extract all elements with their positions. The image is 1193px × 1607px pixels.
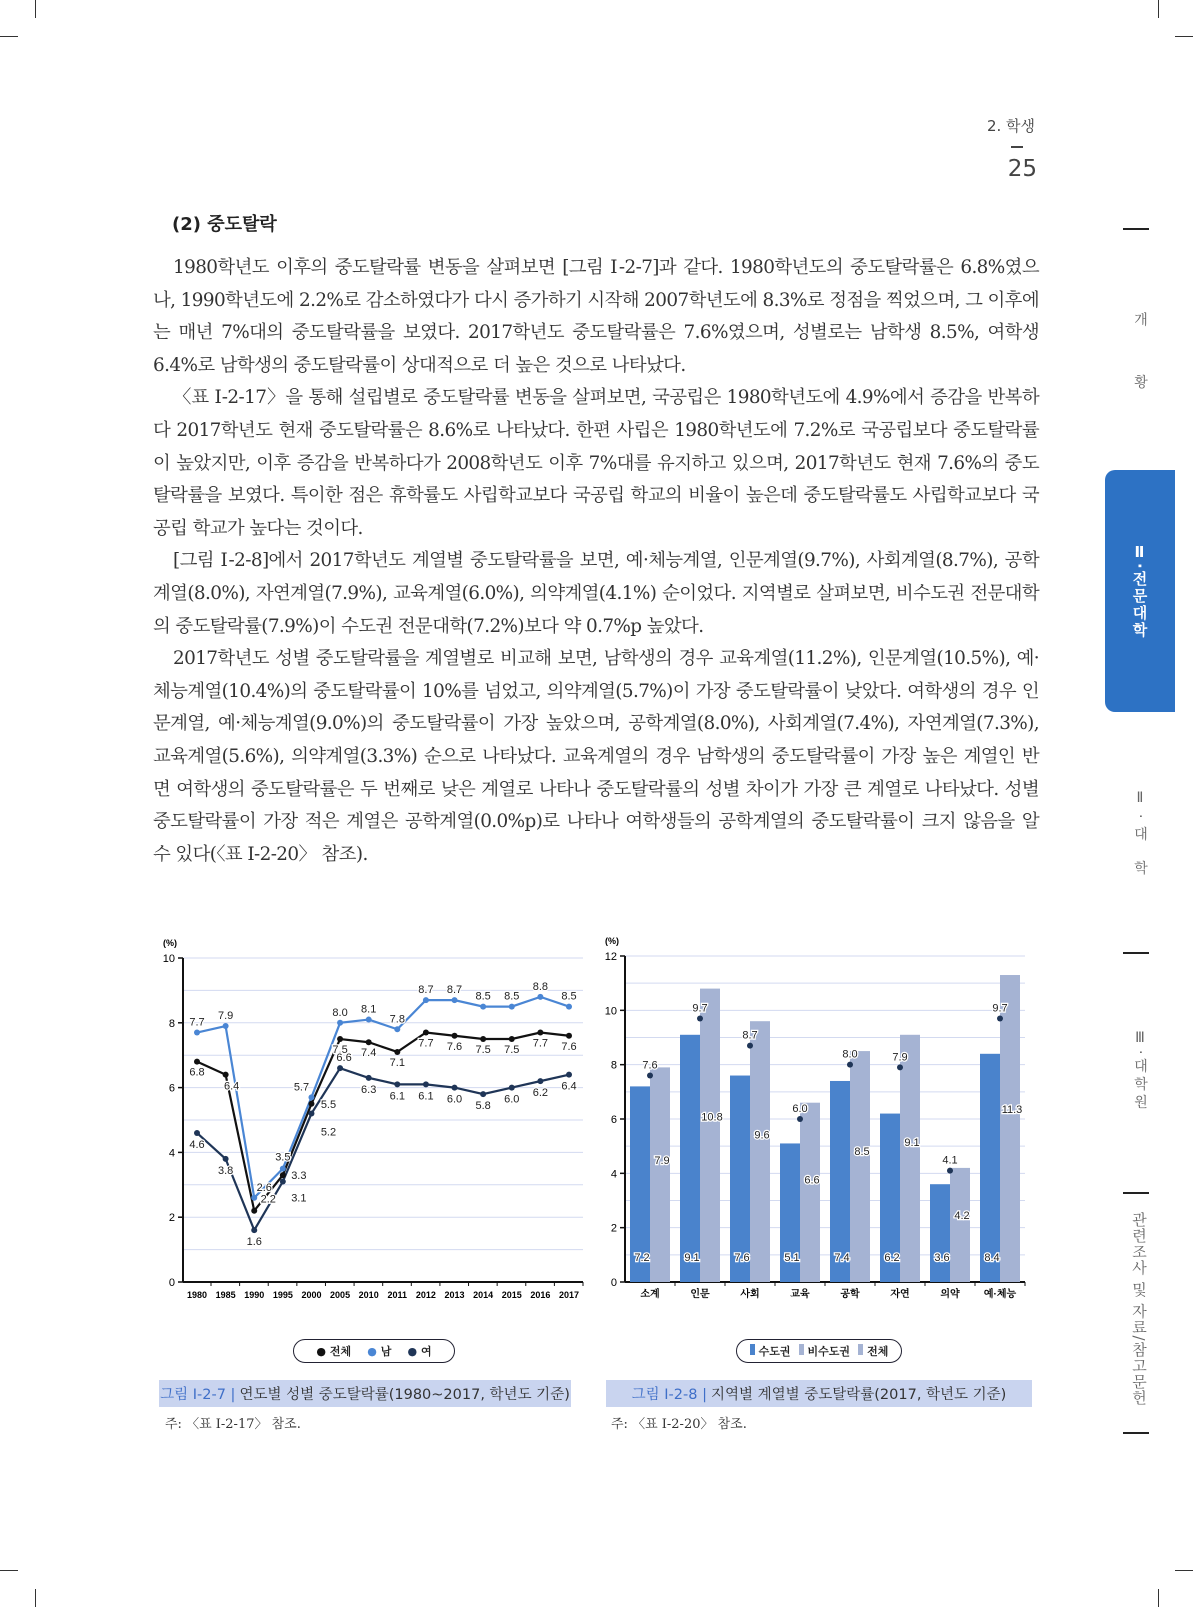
data-point: [251, 1208, 257, 1214]
data-label: 6.2: [532, 1087, 549, 1100]
bar-swatch-icon: [799, 1344, 804, 1355]
data-label: 8.0: [332, 1006, 348, 1019]
bar-capital: [680, 1035, 700, 1282]
data-label: 6.3: [361, 1083, 377, 1096]
data-point: [394, 1049, 400, 1055]
legend-item-capital: 수도권: [750, 1343, 791, 1359]
data-label: 5.7: [293, 1081, 310, 1094]
data-label: 2.2: [260, 1193, 276, 1206]
total-point: [897, 1064, 903, 1070]
data-label: 7.9: [217, 1010, 234, 1023]
sidebar-item-references[interactable]: 관련조사 및 자료/참고문헌: [1130, 1212, 1148, 1406]
x-tick-label: 예·체능: [983, 1289, 1017, 1300]
data-point: [480, 1036, 486, 1042]
x-tick-label: 자연: [890, 1289, 910, 1300]
data-point: [509, 1036, 515, 1042]
data-label: 3.5: [275, 1151, 291, 1164]
legend-item-male: ● 남: [367, 1345, 392, 1358]
y-tick-label: 4: [168, 1147, 175, 1160]
paragraph: [그림 Ⅰ-2-8]에서 2017학년도 계열별 중도탈락률을 보면, 예·체능계열, 인문계열(9.7%), 사회계열(8.7%), 공학계열(8.0%), 자연계열(7.9%), 교육계열(6.0%), 의약계열(4.1%) 순이었다. 지역별로 살펴보면, 비수도권 전문대학의 중도탈락률(7.9%)이 수도권 전문대학(7.2%)보다 약 0.7%p 높았다.: [153, 550, 1039, 637]
data-point: [394, 1026, 400, 1032]
data-point: [280, 1172, 286, 1178]
data-label-non-capital: 8.5: [854, 1145, 870, 1158]
y-axis-label: (%): [605, 936, 619, 946]
data-point: [394, 1081, 400, 1087]
data-label-non-capital: 7.9: [654, 1154, 670, 1167]
dot-icon: ●: [407, 1345, 418, 1358]
legend-item-total: ● 전체: [316, 1345, 352, 1358]
figure-caption: 그림 Ⅰ-2-7 | 연도별 성별 중도탈락률(1980~2017, 학년도 기준): [159, 1380, 571, 1407]
sidebar-item-junior-college[interactable]: Ⅱ·전문대학: [1105, 470, 1175, 712]
data-label: 8.1: [361, 1003, 377, 1016]
bar-swatch-icon: [750, 1344, 755, 1355]
y-axis-label: (%): [163, 938, 177, 948]
crop-mark: [1158, 1589, 1159, 1607]
data-label: 7.5: [504, 1044, 520, 1056]
x-tick-label: 2012: [415, 1290, 436, 1300]
header-divider: [1011, 146, 1023, 148]
sidebar-divider: [1123, 1432, 1149, 1434]
data-label-non-capital: 6.6: [804, 1174, 820, 1187]
data-point: [308, 1101, 314, 1107]
bar-non-capital: [950, 1168, 970, 1282]
running-header-section: 2. 학생: [986, 117, 1035, 135]
data-point: [480, 1091, 486, 1097]
data-label: 6.4: [561, 1080, 577, 1093]
x-tick-label: 교육: [790, 1289, 810, 1300]
data-label: 8.5: [475, 990, 491, 1003]
body-text: [153, 252, 1039, 871]
data-point: [194, 1059, 200, 1065]
data-label-total: 7.6: [642, 1059, 658, 1072]
sidebar-divider: [1123, 1192, 1149, 1194]
x-tick-label: 2000: [301, 1290, 322, 1300]
data-point: [366, 1017, 372, 1023]
bar-non-capital: [650, 1067, 670, 1282]
section-title: (2) 중도탈락: [172, 214, 277, 235]
data-label-capital: 6.2: [884, 1252, 900, 1264]
dot-icon: ●: [367, 1345, 377, 1358]
legend-item-total: 전체: [858, 1343, 888, 1359]
data-label-non-capital: 11.3: [1001, 1104, 1023, 1117]
total-point: [697, 1015, 703, 1021]
data-label-capital: 7.2: [634, 1252, 650, 1264]
legend-item-non-capital: 비수도권: [799, 1343, 851, 1359]
data-label: 5.8: [475, 1100, 491, 1113]
x-tick-label: 1995: [272, 1290, 293, 1300]
data-point: [509, 1085, 515, 1091]
data-point: [337, 1065, 343, 1071]
total-point: [847, 1062, 853, 1068]
bar-non-capital: [750, 1021, 770, 1282]
x-tick-label: 2011: [387, 1290, 408, 1300]
bar-swatch-icon: [858, 1344, 863, 1355]
data-label: 7.7: [189, 1016, 205, 1029]
data-point: [366, 1039, 372, 1045]
bar-non-capital: [1000, 975, 1020, 1282]
bar-non-capital: [700, 989, 723, 1282]
data-point: [537, 1030, 543, 1036]
data-label: 8.5: [561, 990, 577, 1003]
data-point: [509, 1004, 515, 1010]
data-label: 8.5: [504, 990, 520, 1003]
sidebar-item-university[interactable]: Ⅱ·대 학: [1132, 790, 1148, 883]
figure-caption: 그림 Ⅰ-2-8 | 지역별 계열별 중도탈락률(2017, 학년도 기준): [606, 1380, 1032, 1407]
data-label-capital: 7.4: [834, 1252, 850, 1264]
crop-mark: [1175, 1570, 1193, 1571]
chart2-legend: [736, 1339, 902, 1363]
sidebar-divider: [1123, 952, 1149, 954]
data-point: [308, 1094, 314, 1100]
x-tick-label: 1985: [215, 1290, 236, 1300]
crop-mark: [1175, 36, 1193, 37]
total-point: [997, 1015, 1003, 1021]
bar-capital: [930, 1184, 950, 1282]
paragraph: 2017학년도 성별 중도탈락률을 계열별로 비교해 보면, 남학생의 경우 교육계열(11.2%), 인문계열(10.5%), 예·체능계열(10.4%)의 중도탈락률이 10%를 넘었고, 의약계열(5.7%)이 가장 중도탈락률이 낮았다. 여학생의 경우 인문계열, 예·체능계열(9.0%)의 중도탈락률이 가장 높았으며, 공학계열(8.0%), 사회계열(7.4%), 자연계열(7.3%), 교육계열(5.6%), 의약계열(3.3%) 순으로 나타났다. 교육계열의 경우 남학생의 중도탈락률이 가장 높은 계열인 반면 여학생의 중도탈락률은 두 번째로 낮은 계열로 나타나 중도탈락률의 성별 차이가 가장 큰 계열로 나타났다. 성별 중도탈락률이 가장 적은 계열은 공학계열(0.0%p)로 나타나 여학생들의 공학계열의 중도탈락률이 크지 않음을 알 수 있다(〈표 Ⅰ-2-20〉 참조).: [153, 648, 1039, 865]
data-label: 7.8: [389, 1013, 405, 1026]
data-label: 5.2: [320, 1126, 337, 1139]
bar-non-capital: [850, 1051, 870, 1282]
data-point: [366, 1075, 372, 1081]
x-tick-label: 2005: [330, 1290, 351, 1300]
data-label: 7.6: [446, 1040, 463, 1053]
data-label-total: 6.0: [792, 1103, 808, 1115]
data-point: [251, 1227, 257, 1233]
y-tick-label: 0: [168, 1277, 175, 1289]
data-point: [194, 1030, 200, 1036]
data-point: [423, 1081, 429, 1087]
data-label: 7.5: [475, 1044, 491, 1056]
data-label-capital: 7.6: [734, 1252, 750, 1264]
data-label: 7.7: [418, 1037, 434, 1050]
total-point: [647, 1073, 653, 1079]
data-label: 7.7: [532, 1037, 549, 1050]
data-point: [537, 994, 543, 1000]
data-point: [566, 1004, 572, 1010]
line-chart-dropout-by-year: [155, 938, 595, 1330]
data-point: [280, 1166, 286, 1172]
x-tick-label: 의약: [940, 1289, 960, 1300]
data-point: [251, 1195, 257, 1201]
data-label-capital: 3.6: [934, 1252, 950, 1264]
paragraph: 〈표 Ⅰ-2-17〉을 통해 설립별로 중도탈락률 변동을 살펴보면, 국공립은 1980학년도에 4.9%에서 증감을 반복하다 2017학년도 현재 중도탈락률은 8.6%로 나타났다. 한편 사립은 1980학년도에 7.2%로 국공립보다 중도탈락률이 높았지만, 이후 증감을 반복하다가 2008학년도 이후 7%대를 유지하고 있으며, 2017학년도 현재 7.6%의 중도탈락률을 보였다. 특이한 점은 휴학률도 사립학교보다 국공립 학교의 비율이 높은데 중도탈락률도 사립학교보다 국공립 학교가 높다는 것이다.: [153, 387, 1039, 539]
data-label: 7.1: [389, 1056, 405, 1069]
figure-note: 주: 〈표 Ⅰ-2-20〉 참조.: [611, 1417, 747, 1432]
sidebar-item-overview[interactable]: 개 황: [1132, 312, 1148, 411]
data-point: [452, 1033, 458, 1039]
data-point: [308, 1111, 314, 1117]
data-point: [423, 1030, 429, 1036]
x-tick-label: 2013: [444, 1290, 465, 1300]
y-tick-label: 2: [610, 1222, 617, 1235]
legend-item-female: ● 여: [407, 1345, 432, 1358]
data-label: 1.6: [246, 1236, 262, 1249]
data-label: 6.6: [336, 1052, 352, 1065]
total-point: [797, 1116, 803, 1122]
x-tick-label: 공학: [840, 1289, 860, 1300]
bar-chart-dropout-by-field: [600, 936, 1040, 1330]
total-point: [947, 1168, 953, 1174]
data-label-non-capital: 10.8: [701, 1111, 723, 1124]
data-point: [423, 997, 429, 1003]
data-point: [537, 1078, 543, 1084]
y-tick-label: 12: [604, 951, 617, 963]
data-label: 6.0: [446, 1093, 463, 1106]
data-label-capital: 8.4: [984, 1252, 1000, 1264]
data-label-total: 8.7: [742, 1029, 758, 1042]
figure-note: 주: 〈표 Ⅰ-2-17〉 참조.: [165, 1417, 301, 1432]
x-tick-label: 2017: [558, 1290, 580, 1300]
x-tick-label: 2015: [501, 1290, 522, 1300]
data-label: 6.8: [189, 1066, 205, 1079]
data-label-non-capital: 9.1: [904, 1137, 920, 1150]
data-label: 8.7: [446, 984, 463, 997]
x-tick-label: 인문: [690, 1289, 710, 1300]
sidebar-divider: [1123, 228, 1149, 230]
data-label-capital: 5.1: [784, 1252, 800, 1264]
y-tick-label: 10: [604, 1005, 617, 1018]
paragraph: 1980학년도 이후의 중도탈락률 변동을 살펴보면 [그림 Ⅰ-2-7]과 같다. 1980학년도의 중도탈락률은 6.8%였으나, 1990학년도에 2.2%로 감소하였다가 다시 증가하기 시작해 2007학년도에 8.3%로 정점을 찍었으며, 그 이후에는 매년 7%대의 중도탈락률을 보였다. 2017학년도 중도탈락률은 7.6%였으며, 성별로는 남학생 8.5%, 여학생 6.4%로 남학생의 중도탈락률이 상대적으로 더 높은 것으로 나타났다.: [153, 257, 1040, 376]
data-point: [480, 1004, 486, 1010]
data-point: [566, 1033, 572, 1039]
data-label: 5.5: [320, 1098, 337, 1111]
x-tick-label: 1990: [244, 1290, 265, 1300]
crop-mark: [1158, 0, 1159, 18]
data-label: 6.4: [223, 1080, 240, 1093]
bar-non-capital: [900, 1035, 920, 1282]
y-tick-label: 8: [168, 1017, 175, 1030]
dot-icon: ●: [316, 1345, 326, 1358]
data-point: [223, 1023, 229, 1029]
data-label: 6.0: [504, 1093, 520, 1106]
data-label-total: 8.0: [842, 1048, 858, 1061]
x-tick-label: 사회: [740, 1289, 760, 1300]
y-tick-label: 2: [168, 1212, 175, 1225]
data-label: 6.1: [418, 1090, 434, 1103]
y-tick-label: 10: [162, 953, 175, 965]
y-tick-label: 6: [610, 1114, 617, 1126]
crop-mark: [35, 1589, 36, 1607]
data-label-total: 7.9: [892, 1051, 908, 1064]
data-label: 7.5: [332, 1044, 348, 1056]
crop-mark: [35, 0, 36, 18]
data-label: 3.1: [291, 1192, 307, 1205]
data-point: [223, 1072, 229, 1078]
data-label-total: 9.7: [992, 1002, 1008, 1015]
x-tick-label: 1980: [186, 1290, 208, 1300]
data-point: [566, 1072, 572, 1078]
data-point: [223, 1156, 229, 1162]
data-point: [452, 997, 458, 1003]
page-number: 25: [1007, 156, 1037, 182]
crop-mark: [0, 36, 18, 37]
data-label: 8.7: [418, 984, 434, 997]
data-point: [337, 1020, 343, 1026]
crop-mark: [0, 1570, 18, 1571]
x-tick-label: 소계: [640, 1289, 660, 1300]
data-point: [452, 1085, 458, 1091]
data-label: 2.6: [256, 1181, 272, 1194]
data-label: 8.8: [532, 980, 549, 993]
data-point: [280, 1179, 286, 1185]
x-tick-label: 2016: [530, 1290, 551, 1300]
data-label-non-capital: 4.2: [954, 1210, 970, 1223]
data-label: 4.6: [189, 1138, 205, 1151]
data-label: 6.1: [389, 1090, 405, 1103]
data-label-non-capital: 9.6: [754, 1129, 770, 1142]
data-label-capital: 9.1: [684, 1252, 700, 1264]
y-tick-label: 0: [610, 1277, 617, 1289]
x-tick-label: 2014: [473, 1290, 494, 1300]
data-label: 7.6: [561, 1040, 577, 1053]
bar-non-capital: [800, 1103, 820, 1282]
bar-capital: [980, 1054, 1000, 1282]
y-tick-label: 4: [610, 1168, 617, 1181]
chart1-legend: [293, 1339, 455, 1363]
data-point: [337, 1036, 343, 1042]
data-label: 7.4: [361, 1047, 377, 1060]
total-point: [747, 1043, 753, 1049]
data-label-total: 4.1: [942, 1154, 958, 1167]
data-label: 3.8: [217, 1164, 234, 1177]
y-tick-label: 6: [168, 1082, 175, 1095]
data-label-total: 9.7: [692, 1002, 708, 1015]
data-point: [194, 1130, 200, 1136]
sidebar-item-graduate-school[interactable]: Ⅲ·대학원: [1132, 1030, 1148, 1113]
y-tick-label: 8: [610, 1059, 617, 1072]
x-tick-label: 2010: [358, 1290, 379, 1300]
data-label: 3.3: [291, 1170, 307, 1183]
